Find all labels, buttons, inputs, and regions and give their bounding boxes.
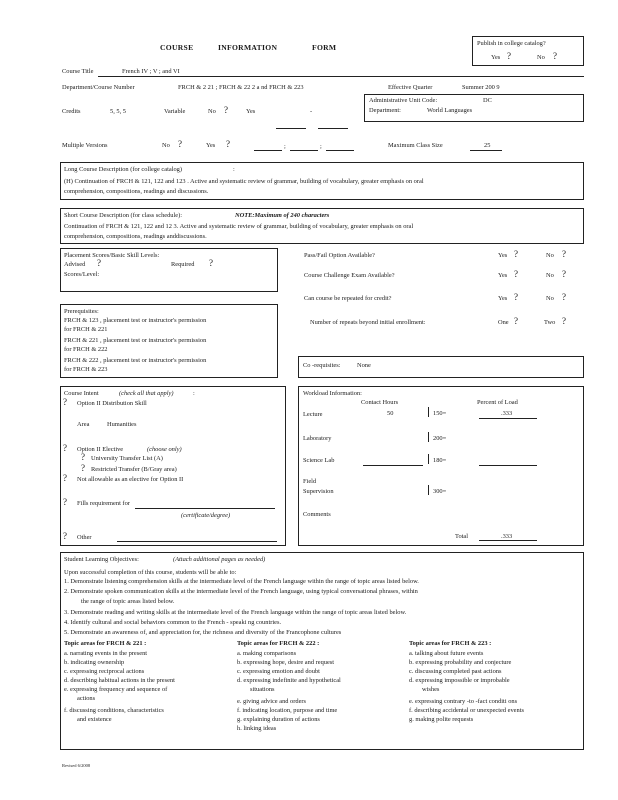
- department-label: Department:: [369, 107, 401, 114]
- required-label: Required: [171, 261, 195, 268]
- pass-fail-yes-label: Yes: [498, 252, 508, 259]
- publish-no-checkbox[interactable]: ?: [553, 51, 557, 61]
- prereq-line[interactable]: for FRCH & 222: [64, 346, 108, 353]
- topics-221-title: Topic areas for FRCH & 221 :: [64, 640, 147, 647]
- repeats-one-checkbox[interactable]: ?: [514, 316, 518, 326]
- field-label: Field: [303, 478, 317, 485]
- prereq-line[interactable]: FRCH & 222 , placement test or instructor's permission: [64, 357, 207, 364]
- percent-load-header: Percent of Load: [477, 399, 518, 406]
- repeat-yes-label: Yes: [498, 295, 508, 302]
- objectives-box: [60, 552, 584, 750]
- corequisites-value[interactable]: None: [357, 362, 371, 369]
- credits-label: Credits: [62, 108, 81, 115]
- placement-label: Placement Scores/Basic Skill Levels:: [64, 252, 160, 259]
- area-label: Area: [77, 421, 90, 428]
- version-line-3: [326, 150, 354, 151]
- max-class-size-line: [470, 150, 502, 151]
- topic-223-item: d. expressing impossible or improbable: [409, 677, 510, 684]
- topic-222-item: d. expressing indefinite and hypothetical: [237, 677, 341, 684]
- science-divider: [428, 454, 429, 464]
- lecture-label: Lecture: [303, 411, 323, 418]
- prereq-line[interactable]: for FRCH & 223: [64, 366, 108, 373]
- publish-yes-label: Yes: [491, 54, 501, 61]
- total-label: Total: [455, 533, 469, 540]
- repeat-no-checkbox[interactable]: ?: [562, 292, 566, 302]
- topics-223-title: Topic areas for FRCH & 223 :: [409, 640, 492, 647]
- max-class-size-label: Maximum Class Size: [388, 142, 443, 149]
- topic-223-item: b. expressing probability and conjecture: [409, 659, 512, 666]
- revised-footer: Revised 6/2008: [62, 763, 91, 768]
- topic-222-item: e. giving advice and orders: [237, 698, 307, 705]
- variable-label: Variable: [164, 108, 186, 115]
- topic-221-item: c. expressing reciprocal actions: [64, 668, 145, 675]
- area-value[interactable]: Humanities: [107, 421, 137, 428]
- topic-223-item: g. making polite requests: [409, 716, 474, 723]
- short-description-note: NOTE:Maximum of 240 characters: [235, 212, 330, 219]
- not-allowable-label: Not allowable as an elective for Option II: [77, 476, 184, 483]
- course-intent-box: [60, 386, 286, 546]
- not-allowable-checkbox[interactable]: ?: [63, 473, 67, 483]
- department-value[interactable]: World Languages: [427, 107, 473, 114]
- course-intent-label: Course Intent: [64, 390, 99, 397]
- course-title-value[interactable]: French IV ; V ; and VI: [122, 68, 180, 75]
- total-value[interactable]: .333: [501, 533, 513, 540]
- challenge-yes-label: Yes: [498, 272, 508, 279]
- other-line: [117, 541, 277, 542]
- topic-223-item: e. expressing contrary -to -fact conditi ons: [409, 698, 518, 705]
- challenge-exam-label: Course Challenge Exam Available?: [304, 272, 395, 279]
- pass-fail-yes-checkbox[interactable]: ?: [514, 249, 518, 259]
- prerequisites-box: [60, 304, 278, 378]
- long-description-label: Long Course Description (for college catalog): [64, 166, 183, 173]
- pass-fail-no-label: No: [546, 252, 554, 259]
- topic-223-item: f. describing accidental or unexpected events: [409, 707, 524, 714]
- publish-label: Publish in college catalog?: [477, 40, 546, 47]
- repeats-one-label: One: [498, 319, 509, 326]
- topic-222-item: h. linking ideas: [237, 725, 277, 732]
- topic-221-item: e. expressing frequency and sequence of: [64, 686, 168, 693]
- pass-fail-label: Pass/Fail Option Available?: [304, 252, 375, 259]
- objectives-intro: Upon successful completion of this course, students will be able to:: [64, 569, 237, 576]
- publish-box: [472, 36, 584, 66]
- placement-box: [60, 248, 278, 292]
- credits-max-line: [318, 128, 348, 129]
- versions-no-checkbox[interactable]: ?: [178, 139, 182, 149]
- admin-unit-value[interactable]: DC: [483, 97, 492, 104]
- challenge-yes-checkbox[interactable]: ?: [514, 269, 518, 279]
- credits-min-line: [276, 128, 306, 129]
- objective-item[interactable]: 4. Identify cultural and social behaviors common to the French - speaki ng countries.: [64, 619, 282, 626]
- university-transfer-label: University Transfer List (A): [91, 455, 163, 462]
- supervision-divisor: 300=: [433, 488, 447, 495]
- laboratory-label: Laboratory: [303, 435, 332, 442]
- topic-221-item: d. describing habitual actions in the present: [64, 677, 175, 684]
- version-sep-1: ;: [284, 143, 286, 150]
- lab-divider: [428, 432, 429, 442]
- science-hours-line: [363, 465, 423, 466]
- supervision-label: Supervision: [303, 488, 334, 495]
- fills-requirement-line: [135, 508, 275, 509]
- advised-checkbox[interactable]: ?: [97, 258, 101, 268]
- short-description-label: Short Course Description (for class schedule):: [64, 212, 183, 219]
- topic-221-item: and existence: [77, 716, 112, 723]
- university-transfer-checkbox[interactable]: ?: [81, 452, 85, 462]
- restricted-transfer-checkbox[interactable]: ?: [81, 463, 85, 473]
- form-title-word-form: FORM: [312, 43, 337, 52]
- versions-yes-checkbox[interactable]: ?: [226, 139, 230, 149]
- topic-221-item: a. narrating events in the present: [64, 650, 148, 657]
- corequisites-box: [298, 356, 584, 378]
- course-title-line: [98, 76, 584, 77]
- topic-221-item: b. indicating ownership: [64, 659, 125, 666]
- option-elective-checkbox[interactable]: ?: [63, 443, 67, 453]
- challenge-no-label: No: [546, 272, 554, 279]
- objective-item[interactable]: 5. Demonstrate an awareness of, and appreciation for, the richness and diversity of the Francophone cultures: [64, 629, 342, 636]
- repeats-two-label: Two: [544, 319, 556, 326]
- pass-fail-no-checkbox[interactable]: ?: [562, 249, 566, 259]
- topic-222-item: a. making comparisons: [237, 650, 297, 657]
- repeats-number-label: Number of repeats beyond initial enrollment:: [310, 319, 426, 326]
- credits-range-dash: -: [310, 108, 313, 115]
- form-title-word-information: INFORMATION: [218, 43, 278, 52]
- repeat-credit-label: Can course be repeated for credit?: [304, 295, 392, 302]
- supervision-divider: [428, 485, 429, 495]
- topic-221-item: f. discussing conditions, characteristics: [64, 707, 164, 714]
- effective-quarter-label: Effective Quarter: [388, 84, 433, 91]
- prereq-line[interactable]: FRCH & 123 , placement test or instructor's permission: [64, 317, 207, 324]
- course-intent-colon: :: [193, 390, 195, 397]
- prereq-line[interactable]: for FRCH & 221: [64, 326, 108, 333]
- prereq-line[interactable]: FRCH & 221 , placement test or instructor's permission: [64, 337, 207, 344]
- dept-number-value[interactable]: FRCH & 2 21 ; FRCH & 22 2 a nd FRCH & 223: [178, 84, 304, 91]
- publish-yes-checkbox[interactable]: ?: [507, 51, 511, 61]
- admin-unit-box: [364, 94, 584, 122]
- versions-no-label: No: [162, 142, 170, 149]
- long-description-line-2[interactable]: comprehension, compositions, readings and discussions.: [64, 188, 209, 195]
- topic-222-item: c. expressing emotion and doubt: [237, 668, 320, 675]
- scores-level-label: Scores/Level:: [64, 271, 100, 278]
- repeat-yes-checkbox[interactable]: ?: [514, 292, 518, 302]
- variable-no-checkbox[interactable]: ?: [224, 105, 228, 115]
- required-checkbox[interactable]: ?: [209, 258, 213, 268]
- contact-hours-header: Contact Hours: [361, 399, 399, 406]
- lecture-divider: [428, 407, 429, 417]
- version-line-2: [290, 150, 318, 151]
- option-distribution-checkbox[interactable]: ?: [63, 397, 67, 407]
- publish-no-label: No: [537, 54, 545, 61]
- repeats-two-checkbox[interactable]: ?: [562, 316, 566, 326]
- topic-223-item: a. talking about future events: [409, 650, 484, 657]
- objective-item[interactable]: 3. Demonstrate reading and writing skills at the intermediate level of the French language within the range of topic areas listed below.: [64, 609, 407, 616]
- repeat-no-label: No: [546, 295, 554, 302]
- corequisites-label: Co -requisites:: [303, 362, 341, 369]
- versions-yes-label: Yes: [206, 142, 216, 149]
- topic-221-item: actions: [77, 695, 96, 702]
- long-description-box: [60, 162, 584, 200]
- dept-number-label: Department/Course Number: [62, 84, 135, 91]
- science-divisor: 180=: [433, 457, 447, 464]
- objective-item[interactable]: 2. Demonstrate spoken communication skills at the intermediate level of the French language, using typical conversational phrases, within: [64, 588, 418, 595]
- science-lab-label: Science Lab: [303, 457, 335, 464]
- workload-box: [298, 386, 584, 546]
- other-label: Other: [77, 534, 92, 541]
- lecture-divisor: 150=: [433, 410, 447, 417]
- topic-223-item: c. discussing completed past actions: [409, 668, 502, 675]
- prerequisites-label: Prerequisites:: [64, 308, 99, 315]
- objective-item[interactable]: the range of topic areas listed below.: [81, 598, 175, 605]
- option-elective-label: Option II Elective: [77, 446, 124, 453]
- version-sep-2: ;: [320, 143, 322, 150]
- topic-222-item: g. explaining duration of actions: [237, 716, 320, 723]
- variable-no-label: No: [208, 108, 216, 115]
- option-distribution-label: Option II Distribution Skill: [77, 400, 147, 407]
- choose-only-note: (choose only): [147, 446, 182, 453]
- long-description-colon: :: [233, 166, 235, 173]
- total-line: [479, 540, 537, 541]
- objectives-attach-note: (Attach additional pages as needed): [173, 556, 266, 563]
- variable-yes-label: Yes: [246, 108, 256, 115]
- science-percent-line: [479, 465, 537, 466]
- topic-222-item: situations: [250, 686, 275, 693]
- credits-value[interactable]: 5, 5, 5: [110, 108, 126, 115]
- effective-quarter-value[interactable]: Summer 200 9: [462, 84, 500, 91]
- short-description-box: [60, 208, 584, 244]
- topic-222-item: b. expressing hope, desire and request: [237, 659, 335, 666]
- short-description-line-2[interactable]: comprehension, compositions, readings anddiscussions.: [64, 233, 207, 240]
- course-title-label: Course Title: [62, 68, 94, 75]
- lecture-percent-line: [479, 418, 537, 419]
- multiple-versions-label: Multiple Versions: [62, 142, 108, 149]
- topic-222-item: f. indicating location, purpose and time: [237, 707, 338, 714]
- lecture-percent-value[interactable]: .333: [501, 410, 513, 417]
- form-title-word-course: COURSE: [160, 43, 194, 52]
- objective-item[interactable]: 1. Demonstrate listening comprehension skills at the intermediate level of the French language within the range of topic areas listed below.: [64, 578, 419, 585]
- topic-223-item: wishes: [422, 686, 440, 693]
- advised-label: Advised: [64, 261, 86, 268]
- workload-label: Workload Information:: [303, 390, 362, 397]
- comments-label: Comments: [303, 511, 331, 518]
- fills-requirement-label: Fills requirement for: [77, 500, 130, 507]
- other-checkbox[interactable]: ?: [63, 531, 67, 541]
- lab-divisor: 200=: [433, 435, 447, 442]
- max-class-size-value[interactable]: 25: [484, 142, 491, 149]
- course-intent-check-note: (check all that apply): [119, 390, 174, 397]
- restricted-transfer-label: Restricted Transfer (B/Gray area): [91, 466, 177, 473]
- certificate-degree-note: (certificate/degree): [181, 512, 231, 519]
- topics-222-title: Topic areas for FRCH & 222 :: [237, 640, 320, 647]
- admin-unit-label: Administrative Unit Code:: [369, 97, 438, 104]
- short-description-line-1[interactable]: Continuation of FRCH & 121, 122 and 12 3. Active and systematic review of grammar, building of vocabulary, greater emphasis on oral: [64, 223, 414, 230]
- objectives-label: Student Learning Objectives:: [64, 556, 139, 563]
- challenge-no-checkbox[interactable]: ?: [562, 269, 566, 279]
- version-line-1: [254, 150, 282, 151]
- lecture-hours-value[interactable]: 50: [387, 410, 394, 417]
- fills-requirement-checkbox[interactable]: ?: [63, 497, 67, 507]
- long-description-line-1[interactable]: (H) Continuation of FRCH & 121, 122 and 123 . Active and systematic review of grammar, building of vocabulary, greater emphasis on oral: [64, 178, 424, 185]
